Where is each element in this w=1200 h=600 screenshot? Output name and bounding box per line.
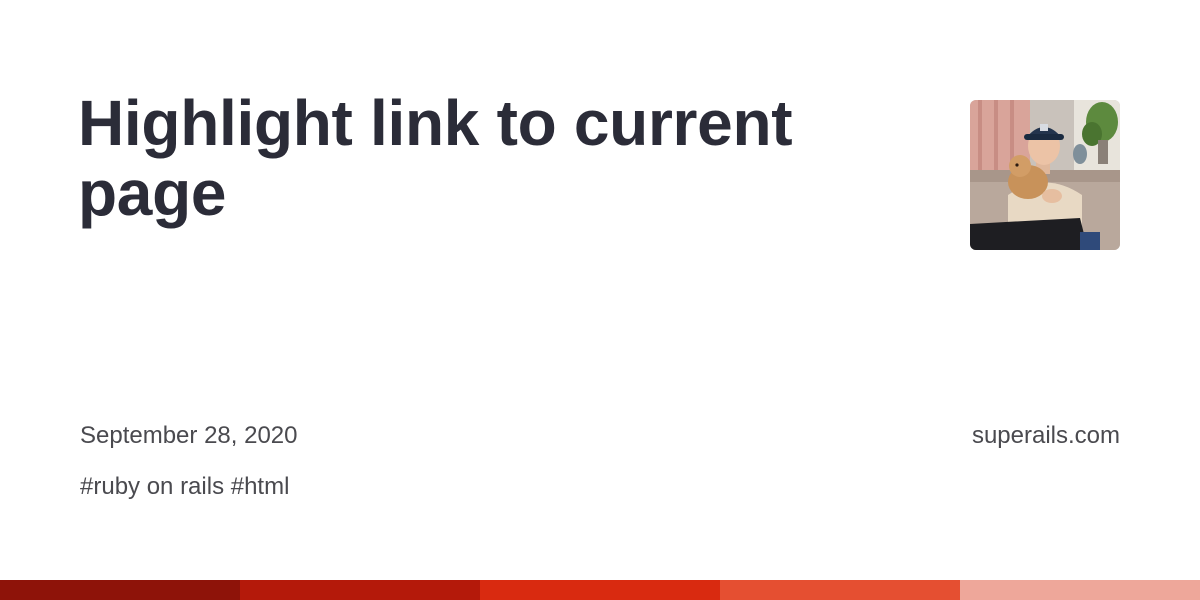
- post-date: September 28, 2020: [80, 422, 298, 449]
- stripe-segment-3: [480, 580, 720, 600]
- stripe-segment-4: [720, 580, 960, 600]
- author-photo-icon: [970, 100, 1120, 250]
- stripe-segment-1: [0, 580, 240, 600]
- author-avatar: [970, 100, 1120, 250]
- post-tags: #ruby on rails #html: [80, 473, 290, 500]
- post-title: Highlight link to current page: [78, 87, 793, 229]
- stripe-segment-5: [960, 580, 1200, 600]
- site-name: superails.com: [971, 422, 1120, 449]
- stripe-segment-2: [240, 580, 480, 600]
- brand-color-stripe: [0, 580, 1200, 600]
